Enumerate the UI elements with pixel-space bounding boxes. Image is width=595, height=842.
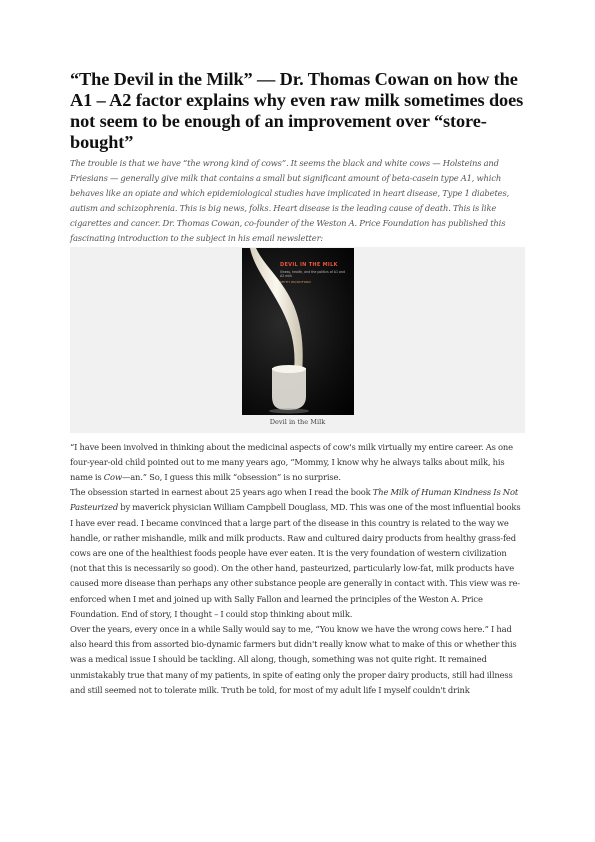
paragraph-1 — [70, 440, 525, 486]
paragraph-1-emphasis: Cow — [103, 471, 122, 482]
book-cover-image — [242, 248, 354, 415]
book-subtitle: Illness, health, and the politics of A1 and A2 milk — [280, 269, 346, 278]
figure-caption: Devil in the Milk — [269, 417, 326, 426]
book-title: DEVIL IN THE MILK — [280, 261, 338, 268]
book-author: KEITH WOODFORD — [280, 279, 312, 284]
paragraph-1-text: “I have been involved in thinking about the medicinal aspects of cow's milk virtually my entire career. As one four-year-old child pointed out to me many years ago, “Mommy, I know why he always talks about milk, his name is — [70, 441, 513, 482]
paragraph-2 — [70, 485, 525, 622]
book-reference: The Milk of Human Kindness Is Not Pasteurized — [70, 487, 519, 513]
paragraph-3: Over the years, every once in a while Sally would say to me, “You know we have the wrong cows here.” I had also heard this from assorted bio-dynamic farmers but didn't really know what to make of this or whether this was a medical issue I should be tackling. All along, though, something was not quite right. It remained unmistakably true that many of my patients, in spite of eating only the proper dairy products, still had illness and still seemed not to tolerate milk. Truth be told, for most of my adult life I myself couldn't drink — [70, 624, 517, 695]
paragraph-2-rest: by maverick physician William Campbell Douglass, MD. This was one of the most influential books I have ever read. I became convinced that a large part of the disease in this country is related to the way we handle, or rather mishandle, milk and milk products. Raw and cultured dairy products from healthy grass-fed cows are one of the healthiest foods people have ever eaten. It is the very foundation of western civilization (not that this is necessarily so good). On the other hand, pasteurized, particularly low-fat, milk products have caused more disease than perhaps any other substance people are generally in contact with. This view was re- enforced when I met and joined up with Sally Fallon and learned the principles of the Weston A. Price Foundation. End of story, I thought – I could stop thinking about milk. — [70, 502, 521, 619]
article — [70, 40, 525, 698]
book-figure — [70, 247, 525, 433]
article-title: “The Devil in the Milk” — Dr. Thomas Cowan on how the A1 – A2 factor explains why even raw milk sometimes does not seem to be enough of an improvement over “store-bought” — [70, 69, 524, 152]
article-intro: The trouble is that we have “the wrong kind of cows”. It seems the black and white cows — Holsteins and Friesians — generally give milk that contains a small but significant amount of beta-casein type A1, which behaves like an opiate and which epidemiological studies have implicated in heart disease, Type 1 diabetes, autism and schizophrenia. This is big news, folks. Heart disease is the leading cause of death. This is like cigarettes and cancer. Dr. Thomas Cowan, co-founder of the Weston A. Price Foundation has published this fascinating introduction to the subject in his email newsletter: — [70, 158, 510, 244]
paragraph-2-start: The obsession started in earnest about 25 years ago when I read the book — [70, 487, 373, 498]
paragraph-1-end: —an.” So, I guess this milk “obsession” is no surprise. — [121, 471, 341, 482]
